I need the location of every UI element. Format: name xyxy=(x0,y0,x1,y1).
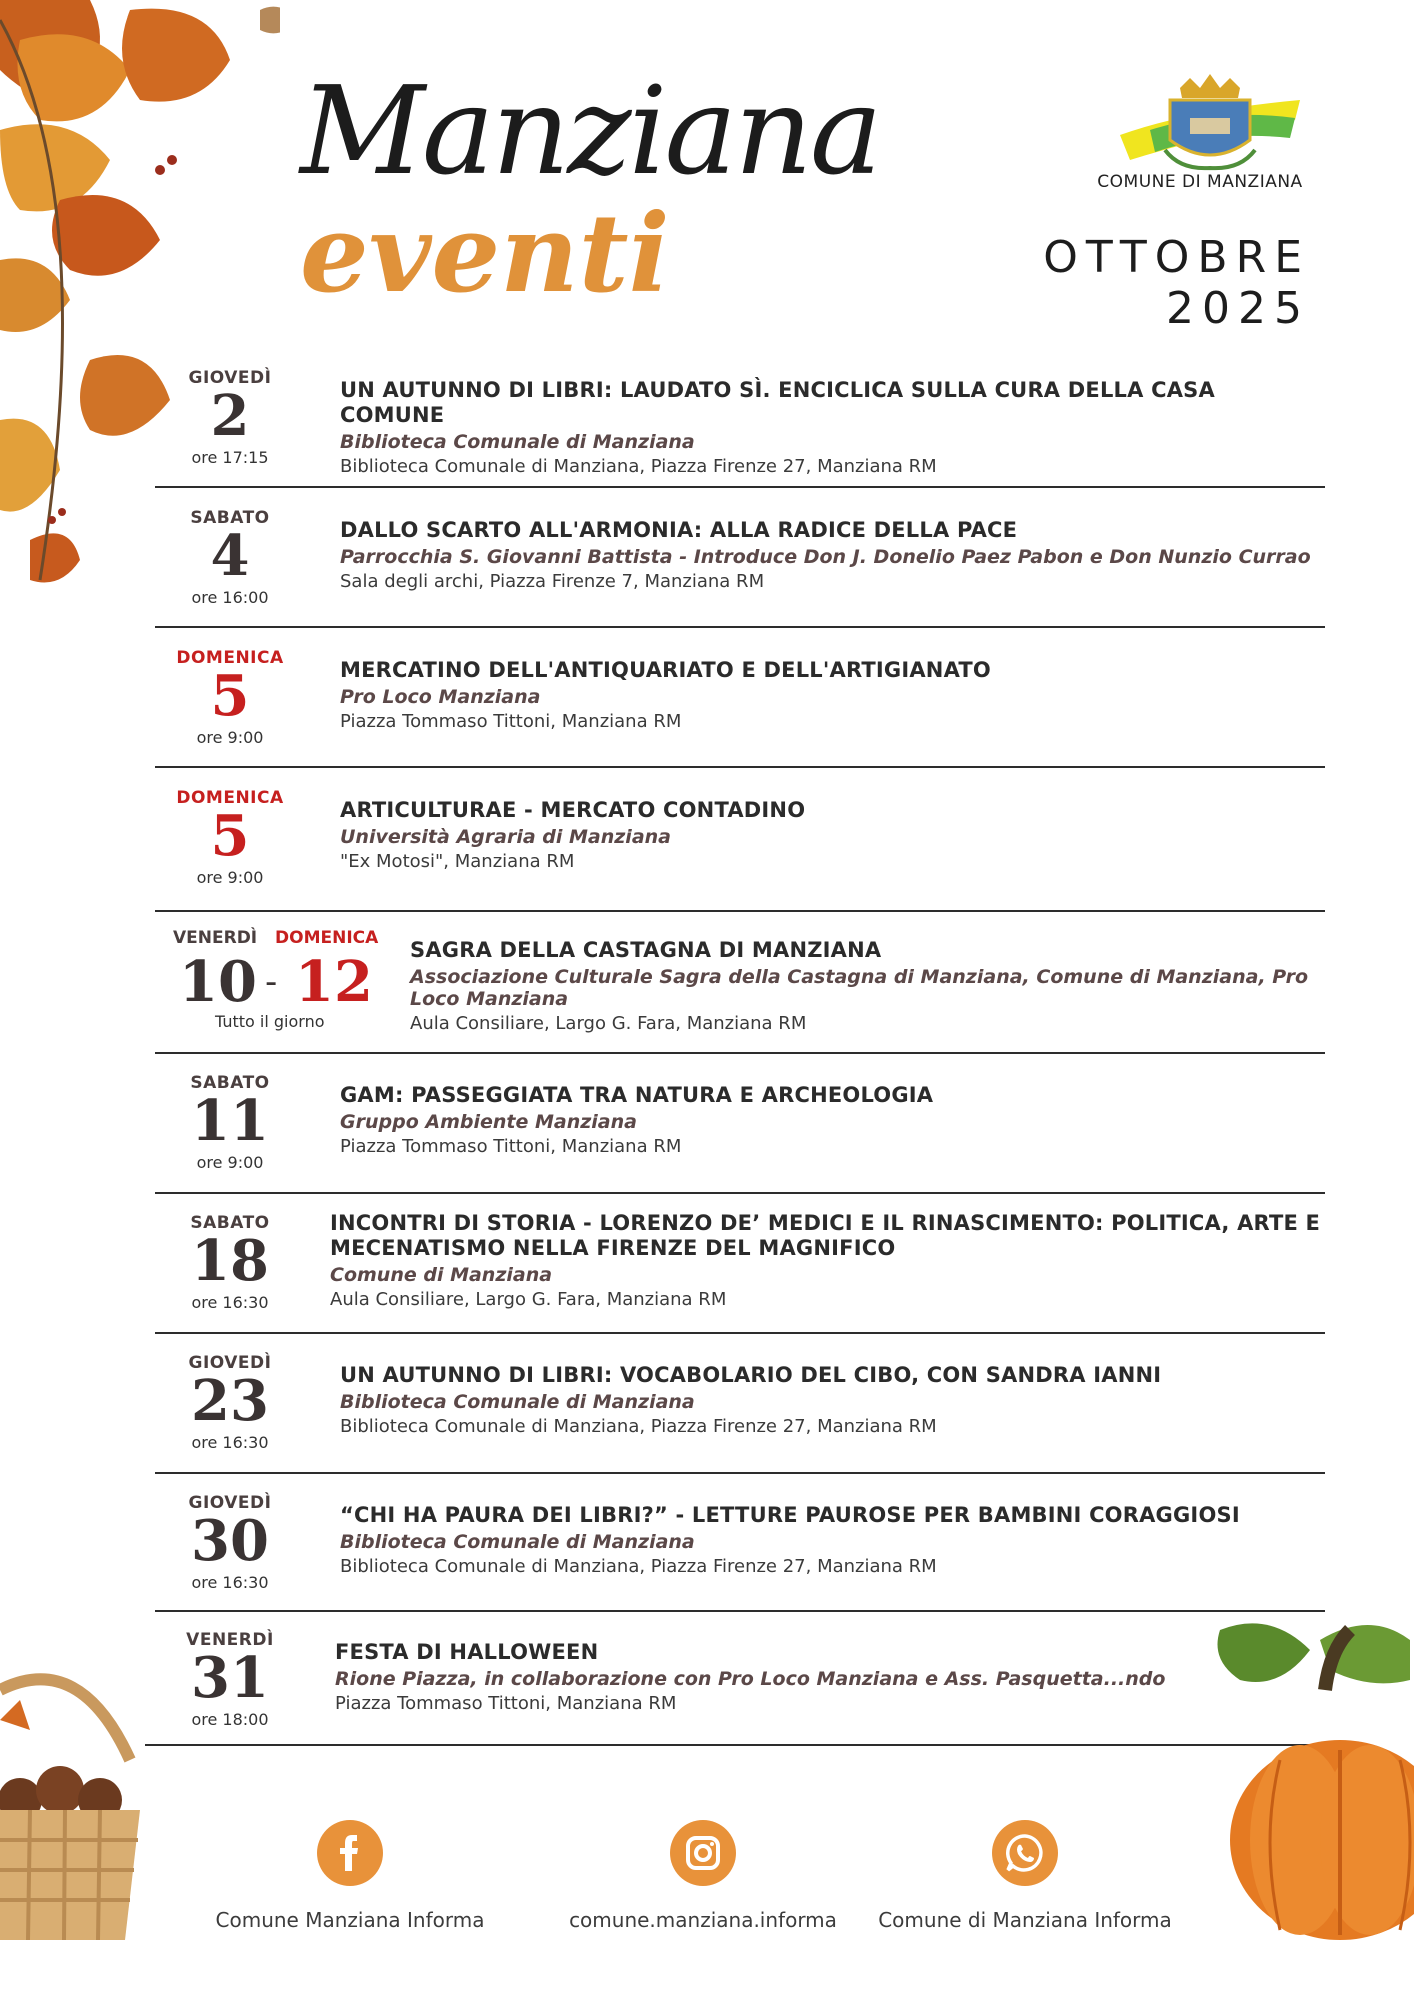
comune-coat-of-arms-logo xyxy=(1110,60,1310,175)
event-info xyxy=(340,1363,1324,1439)
event-item xyxy=(0,500,1414,640)
event-date xyxy=(160,788,300,887)
event-weekday: DOMENICA xyxy=(176,788,284,808)
event-day-number: 23 xyxy=(191,1368,269,1434)
event-location: "Ex Motosi", Manziana RM xyxy=(340,851,575,872)
event-weekday: SABATO xyxy=(190,1213,270,1233)
event-weekday-end: DOMENICA xyxy=(275,928,379,948)
social-instagram[interactable] xyxy=(553,1820,853,1932)
instagram-icon[interactable] xyxy=(670,1820,736,1886)
event-divider xyxy=(155,486,1325,488)
event-info xyxy=(330,1211,1324,1312)
event-day-number: 18 xyxy=(191,1228,269,1294)
event-weekday: GIOVEDÌ xyxy=(188,368,272,388)
event-divider xyxy=(155,1052,1325,1054)
event-time: ore 9:00 xyxy=(196,1153,264,1172)
event-organizer: Associazione Culturale Sagra della Castagna di Manziana, Comune di Manziana, Pro Loco Manziana xyxy=(410,966,1309,1010)
event-divider xyxy=(155,766,1325,768)
event-location: Aula Consiliare, Largo G. Fara, Manziana RM xyxy=(330,1289,727,1310)
event-day-number: 5 xyxy=(210,803,250,869)
event-weekday: GIOVEDÌ xyxy=(188,1493,272,1513)
event-item xyxy=(0,780,1414,920)
event-day-number-end: 12 xyxy=(295,949,373,1015)
event-time: ore 16:30 xyxy=(191,1433,269,1452)
event-organizer: Biblioteca Comunale di Manziana xyxy=(340,1531,695,1553)
event-title: “CHI HA PAURA DEI LIBRI?” - LETTURE PAUROSE PER BAMBINI CORAGGIOSI xyxy=(340,1503,1240,1527)
event-time: ore 16:00 xyxy=(191,588,269,607)
event-divider xyxy=(155,1472,1325,1474)
event-info xyxy=(410,938,1314,1036)
event-title: SAGRA DELLA CASTAGNA DI MANZIANA xyxy=(410,938,882,962)
event-weekday-start: VENERDÌ xyxy=(173,928,258,948)
page-subtitle: eventi xyxy=(300,191,670,317)
event-day-number: 11 xyxy=(191,1088,269,1154)
event-organizer: Biblioteca Comunale di Manziana xyxy=(340,431,695,453)
social-label[interactable]: comune.manziana.informa xyxy=(569,1908,837,1932)
event-location: Biblioteca Comunale di Manziana, Piazza Firenze 27, Manziana RM xyxy=(340,1416,937,1437)
event-organizer: Pro Loco Manziana xyxy=(340,686,541,708)
event-divider xyxy=(155,910,1325,912)
event-location: Aula Consiliare, Largo G. Fara, Manziana RM xyxy=(410,1013,807,1034)
social-label[interactable]: Comune Manziana Informa xyxy=(215,1908,485,1932)
event-title: INCONTRI DI STORIA - LORENZO DE’ MEDICI E IL RINASCIMENTO: POLITICA, ARTE E MECENATISMO NELLA FIRENZE DEL MAGNIFICO xyxy=(330,1211,1321,1260)
event-info xyxy=(340,1503,1324,1579)
event-item xyxy=(0,1345,1414,1485)
event-title: MERCATINO DELL'ANTIQUARIATO E DELL'ARTIGIANATO xyxy=(340,658,991,682)
event-weekday: VENERDÌ xyxy=(186,1630,274,1650)
event-date xyxy=(160,1493,300,1592)
event-organizer: Comune di Manziana xyxy=(330,1264,553,1286)
event-date-range xyxy=(165,928,385,1031)
event-day-number: 30 xyxy=(191,1508,269,1574)
event-title: GAM: PASSEGGIATA TRA NATURA E ARCHEOLOGIA xyxy=(340,1083,934,1107)
event-divider xyxy=(155,626,1325,628)
event-item xyxy=(0,1485,1414,1625)
event-item xyxy=(0,1065,1414,1205)
chestnut-basket-decoration xyxy=(0,1650,150,1950)
event-weekday: GIOVEDÌ xyxy=(188,1353,272,1373)
event-date xyxy=(160,1213,300,1312)
social-label[interactable]: Comune di Manziana Informa xyxy=(878,1908,1172,1932)
event-title: DALLO SCARTO ALL'ARMONIA: ALLA RADICE DELLA PACE xyxy=(340,518,1018,542)
event-title: UN AUTUNNO DI LIBRI: LAUDATO SÌ. ENCICLICA SULLA CURA DELLA CASA COMUNE xyxy=(340,378,1215,427)
event-location: Biblioteca Comunale di Manziana, Piazza Firenze 27, Manziana RM xyxy=(340,1556,937,1577)
event-date xyxy=(160,648,300,747)
event-weekday: SABATO xyxy=(190,1073,270,1093)
event-day-number: 4 xyxy=(210,523,250,589)
event-divider xyxy=(155,1332,1325,1334)
event-date xyxy=(160,1630,300,1729)
event-title: FESTA DI HALLOWEEN xyxy=(335,1640,599,1664)
event-location: Sala degli archi, Piazza Firenze 7, Manziana RM xyxy=(340,571,765,592)
event-location: Piazza Tommaso Tittoni, Manziana RM xyxy=(340,711,682,732)
event-time: ore 18:00 xyxy=(191,1710,269,1729)
whatsapp-icon[interactable] xyxy=(992,1820,1058,1886)
event-title: ARTICULTURAE - MERCATO CONTADINO xyxy=(340,798,806,822)
event-location: Biblioteca Comunale di Manziana, Piazza Firenze 27, Manziana RM xyxy=(340,456,937,477)
event-location: Piazza Tommaso Tittoni, Manziana RM xyxy=(335,1693,677,1714)
event-organizer: Gruppo Ambiente Manziana xyxy=(340,1111,637,1133)
event-info xyxy=(340,518,1324,594)
event-day-number: 31 xyxy=(191,1645,269,1711)
event-item xyxy=(0,920,1414,1060)
event-info xyxy=(340,378,1324,479)
event-info xyxy=(335,1640,1324,1716)
event-organizer: Università Agraria di Manziana xyxy=(340,826,671,848)
event-info xyxy=(340,658,1324,734)
event-divider xyxy=(145,1744,1325,1746)
event-time: ore 16:30 xyxy=(191,1293,269,1312)
event-range-dash: - xyxy=(265,962,278,1002)
month-label: OTTOBRE 2025 xyxy=(1043,232,1310,334)
event-info xyxy=(340,1083,1324,1159)
event-time: ore 9:00 xyxy=(196,728,264,747)
pumpkin-decoration xyxy=(1200,1610,1414,1950)
social-facebook[interactable] xyxy=(200,1820,500,1932)
event-item xyxy=(0,360,1414,500)
event-info xyxy=(340,798,1324,874)
event-organizer: Parrocchia S. Giovanni Battista - Introduce Don J. Donelio Paez Pabon e Don Nunzio Currao xyxy=(340,546,1311,568)
event-time: ore 16:30 xyxy=(191,1573,269,1592)
event-location: Piazza Tommaso Tittoni, Manziana RM xyxy=(340,1136,682,1157)
event-date xyxy=(160,1073,300,1172)
page-title: Manziana xyxy=(300,60,880,202)
event-day-number: 2 xyxy=(210,383,250,449)
event-time: Tutto il giorno xyxy=(215,1012,325,1031)
event-divider xyxy=(155,1192,1325,1194)
event-title: UN AUTUNNO DI LIBRI: VOCABOLARIO DEL CIBO, CON SANDRA IANNI xyxy=(340,1363,1162,1387)
event-weekday: DOMENICA xyxy=(176,648,284,668)
logo-caption: COMUNE DI MANZIANA xyxy=(1097,172,1303,192)
event-weekday: SABATO xyxy=(190,508,270,528)
event-item xyxy=(0,1205,1414,1345)
event-time: ore 9:00 xyxy=(196,868,264,887)
social-whatsapp[interactable] xyxy=(875,1820,1175,1932)
event-organizer: Rione Piazza, in collaborazione con Pro Loco Manziana e Ass. Pasquetta...ndo xyxy=(335,1668,1166,1690)
event-organizer: Biblioteca Comunale di Manziana xyxy=(340,1391,695,1413)
facebook-icon[interactable] xyxy=(317,1820,383,1886)
event-date xyxy=(160,508,300,607)
event-day-number-start: 10 xyxy=(179,949,257,1015)
event-item xyxy=(0,640,1414,780)
event-day-number: 5 xyxy=(210,663,250,729)
event-date xyxy=(160,1353,300,1452)
event-divider xyxy=(155,1610,1325,1612)
event-date xyxy=(160,368,300,467)
event-time: ore 17:15 xyxy=(191,448,269,467)
